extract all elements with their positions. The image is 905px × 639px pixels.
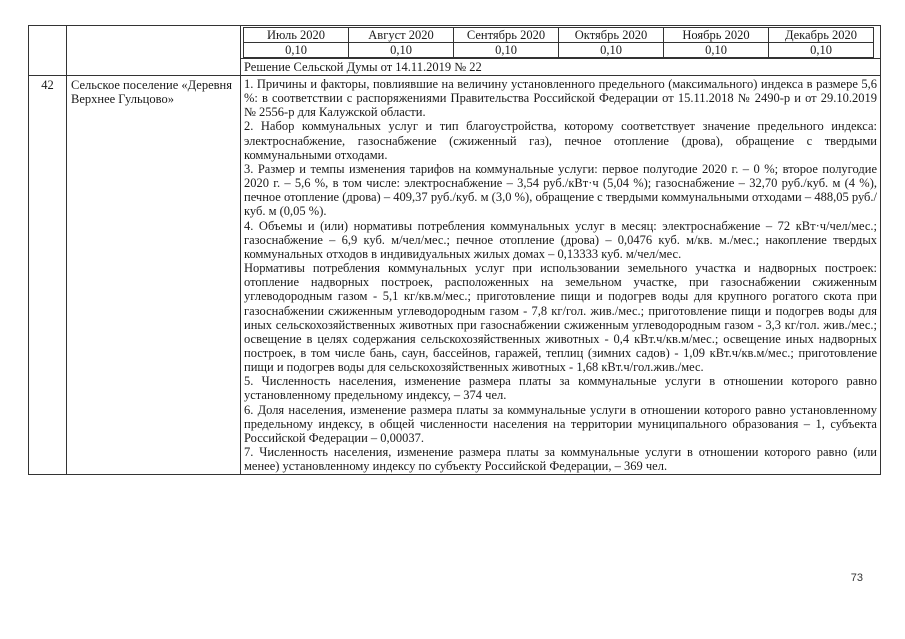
month-value: 0,10 [244, 43, 349, 58]
paragraph-services-set: 2. Набор коммунальных услуг и тип благоустройства, которому соответствует значение предельного индекса: электроснабжение, газоснабжение (сжиженный газ), печное отопление (дрова), обращение с твердыми коммунальными отходами. [244, 119, 877, 162]
table-row-previous [29, 26, 881, 76]
months-table [243, 27, 874, 58]
month-value: 0,10 [454, 43, 559, 58]
months-values-row [244, 43, 874, 58]
paragraph-volumes: 4. Объемы и (или) нормативы потребления коммунальных услуг в месяц: электроснабжение – 72 кВт·ч/чел/мес.; газоснабжение – 6,9 куб. м/чел/мес.; печное отопление (дрова) – 0,0476 куб. м/кв. м./мес.; накопление твердых коммунальных отходов в индивидуальных жилых домах – 0,13333 куб. м/чел/мес. [244, 218, 877, 261]
months-header-row [244, 28, 874, 43]
month-header: Декабрь 2020 [769, 28, 874, 43]
month-value: 0,10 [349, 43, 454, 58]
paragraph-causes: 1. Причины и факторы, повлиявшие на величину установленного предельного (максимального) индекса в размере 5,6 %: в соответствии с распоряжениями Правительства Российской Федерации от 15.11.2018 № 2490-р и от 29.10.2019 № 2556-р для Калужской области. [244, 77, 877, 120]
cell-number-empty [29, 26, 67, 76]
paragraph-population-share: 6. Доля населения, изменение размера платы за коммунальные услуги в отношении которого равно установленному предельному индексу, в общей численности населения на территории муниципального образования – 1, субъекта Российской Федерации – 0,00037. [244, 402, 877, 445]
paragraph-population: 5. Численность населения, изменение размера платы за коммунальные услуги в отношении которого равно установленному предельному индексу, – 374 чел. [244, 374, 877, 403]
page-number: 73 [850, 572, 863, 584]
cell-name-empty [67, 26, 241, 76]
month-header: Ноябрь 2020 [664, 28, 769, 43]
paragraph-norms: Нормативы потребления коммунальных услуг при использовании земельного участка и надворных построек: отопление надворных построек, расположенных на земельном участке, при газоснабжении сжиженным углеводородным газом - 5,1 кг/кв.м/мес.; приготовление пищи и подогрев воды для крупного рогатого скота при газоснабжении сжиженным углеводородным газом - 7,8 кг/гол. жив./мес.; приготовление пищи и подогрев воды для иных сельскохозяйственных животных при газоснабжении сжиженным углеводородным газом - 3,3 кг/гол. жив./мес.; освещение в целях содержания сельскохозяйственных животных - 0,4 кВт.ч/кв.м/мес.; освещение иных надворных построек, в том числе бань, саун, бассейнов, гаражей, теплиц (зимних садов) - 1,09 кВт.ч/кв.м/мес.; приготовление пищи и подогрев воды для сельскохозяйственных животных - 1,68 кВт.ч/гол.жив./мес. [244, 261, 877, 375]
month-value: 0,10 [769, 43, 874, 58]
row-content [241, 76, 881, 475]
month-value: 0,10 [664, 43, 769, 58]
month-header: Сентябрь 2020 [454, 28, 559, 43]
cell-months [241, 26, 881, 76]
main-table [28, 25, 881, 475]
paragraph-population-subject: 7. Численность населения, изменение размера платы за коммунальные услуги в отношении которого равно (или менее) установленному индексу по субъекту Российской Федерации, – 369 чел. [244, 445, 877, 474]
month-header: Октябрь 2020 [559, 28, 664, 43]
row-number: 42 [29, 76, 67, 475]
month-value: 0,10 [559, 43, 664, 58]
decision-text: Решение Сельской Думы от 14.11.2019 № 22 [241, 58, 880, 75]
settlement-name: Сельское поселение «Деревня Верхнее Гульцово» [67, 76, 241, 475]
month-header: Июль 2020 [244, 28, 349, 43]
month-header: Август 2020 [349, 28, 454, 43]
table-row-42 [29, 76, 881, 475]
paragraph-tariffs: 3. Размер и темпы изменения тарифов на коммунальные услуги: первое полугодие 2020 г. – 0 %; второе полугодие 2020 г. – 5,6 %, в том числе: электроснабжение – 3,54 руб./кВт·ч (5,04 %); газоснабжение – 32,70 руб./куб. м (4 %), печное отопление (дрова) – 409,37 руб./куб. м (3,0 %), обращение с твердыми коммунальными отходами – 488,05 руб./куб. м (0,05 %). [244, 161, 877, 219]
